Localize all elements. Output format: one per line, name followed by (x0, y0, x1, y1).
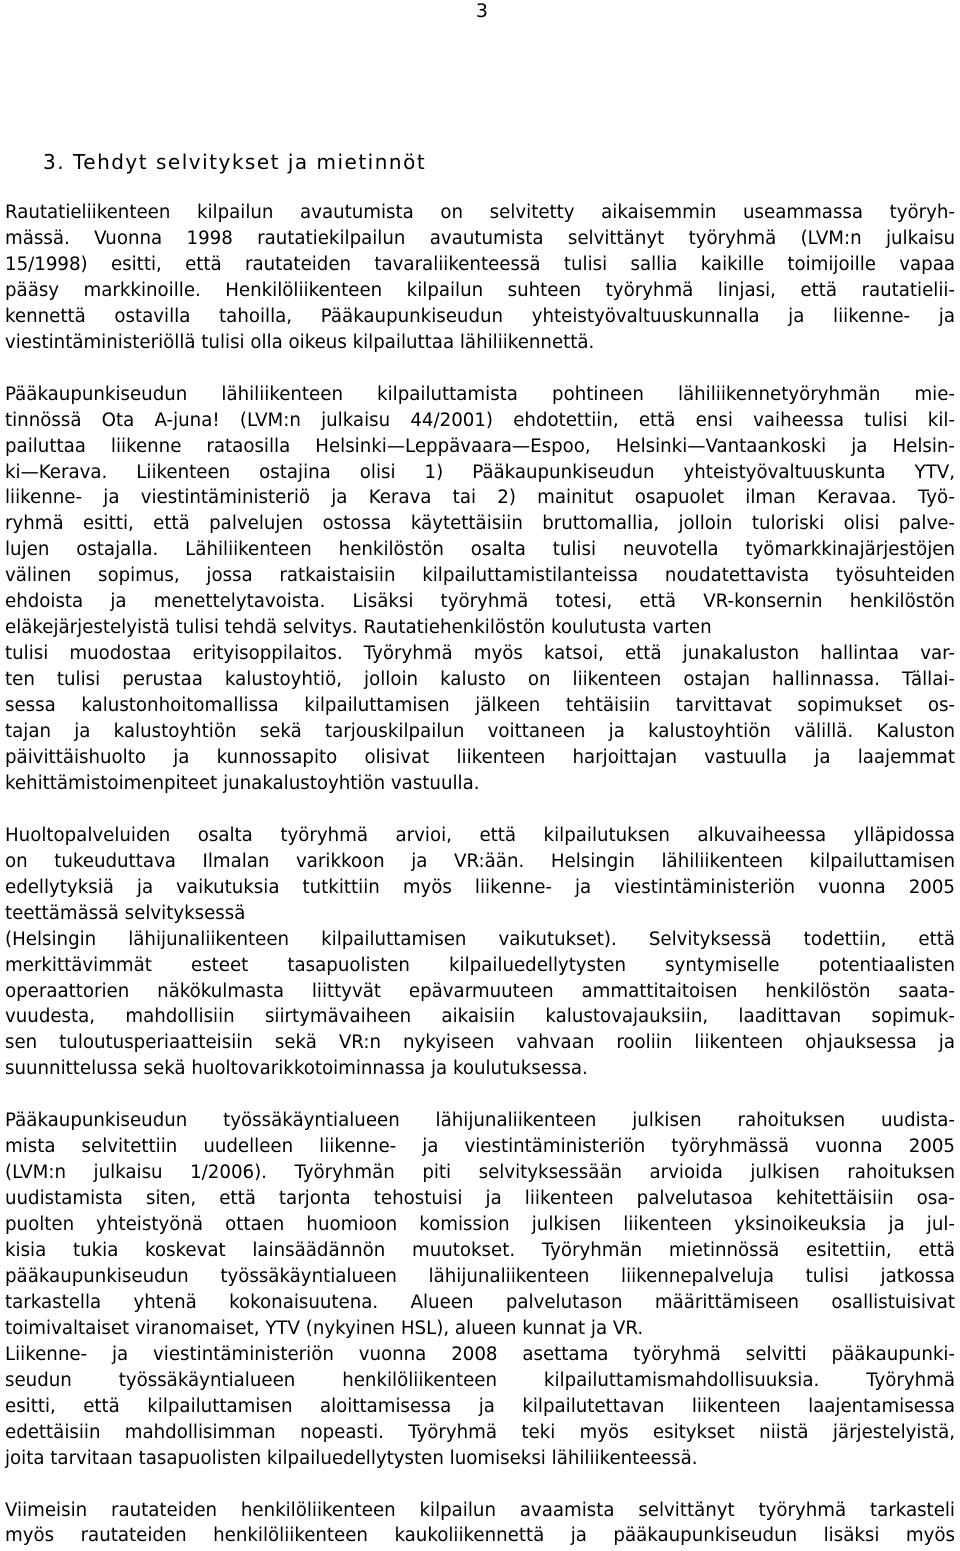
text-line: mista selvitettiin uudelleen liikenne- ja viestintäministeriön työryhmässä vuonna 2005 (5, 1136, 955, 1158)
text-line: puolten yhteistyönä ottaen huomioon komission julkisen liikenteen yksinoikeuksia ja jul- (5, 1214, 955, 1236)
section-heading: 3. Tehdyt selvitykset ja mietinnöt (43, 150, 427, 174)
text-line: tajan ja kalustoyhtiön sekä tarjouskilpailun voittaneen ja kalustoyhtiön välillä. Kaluston (5, 721, 955, 742)
text-line: kennettä ostavilla tahoilla, Pääkaupunkiseudun yhteistyövaltuuskunnalla ja liikenne- ja (5, 305, 955, 327)
text-line: välinen sopimus, jossa ratkaistaisiin kilpailuttamistilanteissa noudatettavista työsuhteiden (5, 565, 955, 587)
text-line: Pääkaupunkiseudun työssäkäyntialueen lähijunaliikenteen julkisen rahoituksen uudista- (5, 1110, 955, 1132)
text-line: ryhmä esitti, että palvelujen ostossa käytettäisiin bruttomallia, jolloin tuloriski olisi palve- (5, 513, 955, 535)
text-line: Pääkaupunkiseudun lähiliikenteen kilpailuttamista pohtineen lähiliikennetyöryhmän mie- (5, 383, 955, 405)
text-line: sessa kalustonhoitomallissa kilpailuttamisen jälkeen tehtäisiin tarvittavat sopimukset os- (5, 695, 955, 717)
text-line: liikenne- ja viestintäministeriö ja Kerava tai 2) mainitut osapuolet ilman Keravaa. Työ- (5, 487, 955, 509)
text-line: ten tulisi perustaa kalustoyhtiö, jolloin kalusto on liikenteen ostajan hallinnassa. Tällai- (5, 669, 955, 691)
text-line: edettäisiin mahdollisimman nopeasti. Työryhmä teki myös esitykset niistä järjestelyistä, (5, 1421, 955, 1443)
text-line: merkittävimmät esteet tasapuolisten kilpailuedellytysten syntymiselle potentiaalisten (5, 954, 955, 976)
text-line: vuudesta, mahdollisiin siirtymävaiheen aikaisiin kalustovajauksiin, laadittavan sopimuk- (5, 1006, 955, 1028)
text-line: Liikenne- ja viestintäministeriön vuonna 2008 asettama työryhmä selvitti pääkaupunki- (5, 1343, 955, 1365)
text-line: pääsy markkinoille. Henkilöliikenteen kilpailun suhteen työryhmä linjasi, että rautatielii- (5, 279, 955, 301)
text-line: teettämässä selvityksessä (5, 902, 246, 924)
text-line: tarkastella yhtenä kokonaisuutena. Alueen palvelutason määrittämiseen osallistuisivat (5, 1291, 955, 1313)
text-line: Viimeisin rautateiden henkilöliikenteen kilpailun avaamista selvittänyt työryhmä tarkasteli (5, 1499, 955, 1521)
text-line: ehdoista ja menettelytavoista. Lisäksi työryhmä totesi, että VR-konsernin henkilöstön (5, 591, 955, 613)
text-line: mässä. Vuonna 1998 rautatiekilpailun avautumista selvittänyt työryhmä (LVM:n julkaisu (5, 227, 955, 249)
text-line: lujen ostajalla. Lähiliikenteen henkilöstön osalta tulisi neuvotella työmarkkinajärjestöjen (5, 539, 955, 561)
text-line: seudun työssäkäyntialueen henkilöliikenteen kilpailuttamismahdollisuuksia. Työryhmä (5, 1369, 955, 1391)
text-line: joita tarvitaan tasapuolisten kilpailuedellytysten luomiseksi lähiliikenteessä. (5, 1447, 698, 1469)
text-line: ki—Kerava. Liikenteen ostajina olisi 1) Pääkaupunkiseudun yhteistyövaltuuskunta YTV, (5, 461, 955, 483)
text-line: kisia tukia koskevat lainsäädännön muutokset. Työryhmän mietinnössä esitettiin, että (5, 1240, 955, 1261)
text-line: edellytyksiä ja vaikutuksia tutkittiin myös liikenne- ja viestintäministeriön vuonna 2005 (5, 876, 955, 898)
text-line: Huoltopalveluiden osalta työryhmä arvioi, että kilpailutuksen alkuvaiheessa ylläpidossa (5, 824, 955, 846)
text-line: pailuttaa liikenne rataosilla Helsinki—Leppävaara—Espoo, Helsinki—Vantaankoski ja Helsin- (5, 435, 955, 457)
text-line: toimivaltaiset viranomaiset, YTV (nykyinen HSL), alueen kunnat ja VR. (5, 1317, 644, 1339)
text-line: operaattorien näkökulmasta liittyvät epävarmuuteen ammattitaitoisen henkilöstön saata- (5, 980, 955, 1002)
text-line: tinnössä Ota A-juna! (LVM:n julkaisu 44/2001) ehdotettiin, että ensi vaiheessa tulisi kil- (5, 409, 955, 431)
text-line: sen tuloutusperiaatteisiin sekä VR:n nykyiseen vahvaan rooliin liikenteen ohjauksessa ja (5, 1032, 955, 1054)
text-line: suunnittelussa sekä huoltovarikkotoiminnassa ja koulutuksessa. (5, 1058, 588, 1080)
text-line: esitti, että kilpailuttamisen aloittamisessa ja kilpailutettavan liikenteen laajentamisessa (5, 1395, 955, 1417)
page-number: 3 (475, 0, 488, 22)
text-line: 15/1998) esitti, että rautateiden tavaraliikenteessä tulisi sallia kaikille toimijoille vapaa (5, 253, 955, 275)
text-line: (Helsingin lähijunaliikenteen kilpailuttamisen vaikutukset). Selvityksessä todettiin, että (5, 928, 955, 950)
text-line: kehittämistoimenpiteet junakalustoyhtiön vastuulla. (5, 772, 480, 794)
text-line: Rautatieliikenteen kilpailun avautumista on selvitetty aikaisemmin useammassa työryh- (5, 202, 955, 223)
text-line: uudistamista siten, että tarjonta tehostuisi ja liikenteen palvelutasoa kehitettäisiin osa- (5, 1188, 955, 1210)
text-line: on tukeuduttava Ilmalan varikkoon ja VR:ään. Helsingin lähiliikenteen kilpailuttamisen (5, 850, 955, 872)
text-line: (LVM:n julkaisu 1/2006). Työryhmän piti selvityksessään arvioida julkisen rahoituksen (5, 1162, 955, 1184)
text-line: viestintäministeriöllä tulisi olla oikeus kilpailuttaa lähiliikennettä. (5, 331, 595, 353)
text-line: päivittäishuolto ja kunnossapito olisivat liikenteen harjoittajan vastuulla ja laajemmat (5, 746, 955, 768)
text-line: pääkaupunkiseudun työssäkäyntialueen lähijunaliikenteen liikennepalveluja tulisi jatkossa (5, 1265, 955, 1287)
text-line: myös rautateiden henkilöliikenteen kaukoliikennettä ja pääkaupunkiseudun lisäksi myös (5, 1525, 955, 1547)
text-line: eläkejärjestelyistä tulisi tehdä selvitys. Rautatiehenkilöstön koulutusta varten (5, 617, 712, 639)
text-line: tulisi muodostaa erityisoppilaitos. Työryhmä myös katsoi, että junakaluston hallintaa var- (5, 643, 955, 665)
